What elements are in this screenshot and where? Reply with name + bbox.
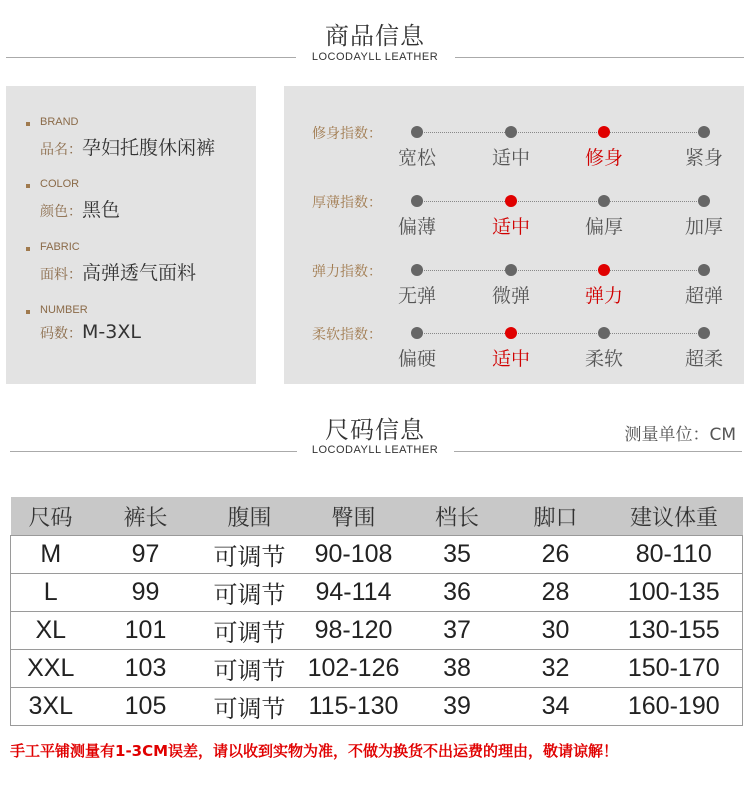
index-track <box>417 132 705 133</box>
cell-rise: 36 <box>409 574 506 612</box>
cell-length: 103 <box>91 650 201 688</box>
index-option <box>481 324 541 371</box>
info-fabric-label: 面料： <box>40 267 82 283</box>
index-label: 厚薄指数： <box>312 195 382 211</box>
cell-length: 105 <box>91 688 201 726</box>
info-number-label: 码数： <box>40 326 82 342</box>
dot-icon <box>598 195 610 207</box>
dot-icon <box>411 264 423 276</box>
dot-icon <box>598 327 610 339</box>
cell-leg-opening: 30 <box>506 612 606 650</box>
info-brand-value: 孕妇托腹休闲裤 <box>82 137 216 159</box>
index-label: 弹力指数： <box>312 264 382 280</box>
cell-leg-opening: 26 <box>506 536 606 574</box>
bullet-icon <box>26 310 30 314</box>
dot-icon <box>505 264 517 276</box>
size-table-header <box>11 497 743 536</box>
index-option <box>481 123 541 170</box>
header-hip: 臀围 <box>299 497 409 536</box>
cell-size: 3XL <box>11 688 91 726</box>
info-color-label: 颜色： <box>40 204 82 220</box>
size-info-subtitle: LOCODAYLL LEATHER <box>311 444 439 456</box>
cell-hip: 98-120 <box>299 612 409 650</box>
index-row-elasticity <box>284 261 744 311</box>
info-brand-en: BRAND <box>40 116 79 128</box>
dot-icon <box>698 126 710 138</box>
cell-hip: 115-130 <box>299 688 409 726</box>
index-option <box>674 324 734 371</box>
cell-leg-opening: 34 <box>506 688 606 726</box>
size-info-title: 尺码信息 <box>325 416 425 444</box>
size-table <box>10 497 743 726</box>
index-option <box>387 123 447 170</box>
index-option-label: 宽松 <box>397 147 436 169</box>
index-option <box>387 192 447 239</box>
index-option-label: 适中 <box>491 216 530 238</box>
table-row <box>11 650 743 688</box>
header-waist: 腹围 <box>201 497 299 536</box>
index-option-label: 无弹 <box>397 285 436 307</box>
index-row-softness <box>284 324 744 374</box>
index-option <box>387 261 447 308</box>
cell-length: 97 <box>91 536 201 574</box>
cell-hip: 90-108 <box>299 536 409 574</box>
index-option-label: 柔软 <box>584 348 623 370</box>
index-option <box>574 192 634 239</box>
cell-hip: 102-126 <box>299 650 409 688</box>
cell-waist: 可调节 <box>201 612 299 650</box>
cell-rise: 37 <box>409 612 506 650</box>
index-option-label: 偏硬 <box>397 348 436 370</box>
dot-icon <box>411 327 423 339</box>
cell-weight: 150-170 <box>606 650 743 688</box>
index-row-thickness <box>284 192 744 242</box>
cell-waist: 可调节 <box>201 688 299 726</box>
index-row-fit <box>284 123 744 173</box>
measurement-disclaimer: 手工平铺测量有1-3CM误差，请以收到实物为准，不做为换货不出运费的理由，敬请谅解！ <box>10 742 619 760</box>
info-fabric-value: 高弹透气面料 <box>82 262 197 284</box>
header-length: 裤长 <box>91 497 201 536</box>
product-info-card <box>6 86 256 384</box>
index-option-label: 超弹 <box>684 285 723 307</box>
cell-length: 99 <box>91 574 201 612</box>
index-option-label: 弹力 <box>584 285 623 307</box>
index-option-label: 微弹 <box>491 285 530 307</box>
dot-icon <box>411 195 423 207</box>
cell-weight: 130-155 <box>606 612 743 650</box>
index-option-label: 修身 <box>584 147 623 169</box>
index-option-label: 超柔 <box>684 348 723 370</box>
product-info-subtitle: LOCODAYLL LEATHER <box>311 51 439 63</box>
table-row <box>11 574 743 612</box>
selected-dot-icon <box>598 126 610 138</box>
index-option-label: 紧身 <box>684 147 723 169</box>
cell-leg-opening: 32 <box>506 650 606 688</box>
cell-size: XL <box>11 612 91 650</box>
cell-rise: 35 <box>409 536 506 574</box>
info-color-en: COLOR <box>40 178 80 190</box>
index-option <box>574 261 634 308</box>
index-option <box>674 192 734 239</box>
index-option <box>674 261 734 308</box>
header-size: 尺码 <box>11 497 91 536</box>
info-fabric-en: FABRIC <box>40 241 80 253</box>
index-option <box>674 123 734 170</box>
index-track <box>417 201 705 202</box>
dot-icon <box>698 195 710 207</box>
dot-icon <box>411 126 423 138</box>
header-weight: 建议体重 <box>606 497 743 536</box>
info-number-en: NUMBER <box>40 304 88 316</box>
cell-weight: 80-110 <box>606 536 743 574</box>
header-leg-opening: 脚口 <box>506 497 606 536</box>
cell-waist: 可调节 <box>201 650 299 688</box>
index-option <box>481 261 541 308</box>
bullet-icon <box>26 122 30 126</box>
measurement-unit: 测量单位：CM <box>624 425 736 445</box>
bullet-icon <box>26 247 30 251</box>
index-option-label: 偏薄 <box>397 216 436 238</box>
index-option <box>387 324 447 371</box>
index-option-label: 适中 <box>491 348 530 370</box>
cell-waist: 可调节 <box>201 536 299 574</box>
index-option-label: 适中 <box>491 147 530 169</box>
cell-waist: 可调节 <box>201 574 299 612</box>
table-row <box>11 612 743 650</box>
selected-dot-icon <box>598 264 610 276</box>
index-option <box>481 192 541 239</box>
cell-size: XXL <box>11 650 91 688</box>
index-option <box>574 123 634 170</box>
cell-hip: 94-114 <box>299 574 409 612</box>
selected-dot-icon <box>505 327 517 339</box>
bullet-icon <box>26 184 30 188</box>
cell-size: L <box>11 574 91 612</box>
cell-rise: 39 <box>409 688 506 726</box>
index-label: 修身指数： <box>312 126 382 142</box>
cell-size: M <box>11 536 91 574</box>
product-info-title: 商品信息 <box>325 22 425 50</box>
index-option-label: 偏厚 <box>584 216 623 238</box>
selected-dot-icon <box>505 195 517 207</box>
cell-leg-opening: 28 <box>506 574 606 612</box>
index-option-label: 加厚 <box>684 216 723 238</box>
indices-card <box>284 86 744 384</box>
info-brand-label: 品名： <box>40 142 82 158</box>
dot-icon <box>698 264 710 276</box>
header-rise: 档长 <box>409 497 506 536</box>
dot-icon <box>505 126 517 138</box>
info-number-value: M-3XL <box>82 321 141 343</box>
cell-rise: 38 <box>409 650 506 688</box>
dot-icon <box>698 327 710 339</box>
cell-weight: 160-190 <box>606 688 743 726</box>
info-color-value: 黑色 <box>82 199 121 221</box>
index-option <box>574 324 634 371</box>
index-label: 柔软指数： <box>312 327 382 343</box>
cell-weight: 100-135 <box>606 574 743 612</box>
index-track <box>417 270 705 271</box>
index-track <box>417 333 705 334</box>
table-row <box>11 688 743 726</box>
cell-length: 101 <box>91 612 201 650</box>
table-row <box>11 536 743 574</box>
